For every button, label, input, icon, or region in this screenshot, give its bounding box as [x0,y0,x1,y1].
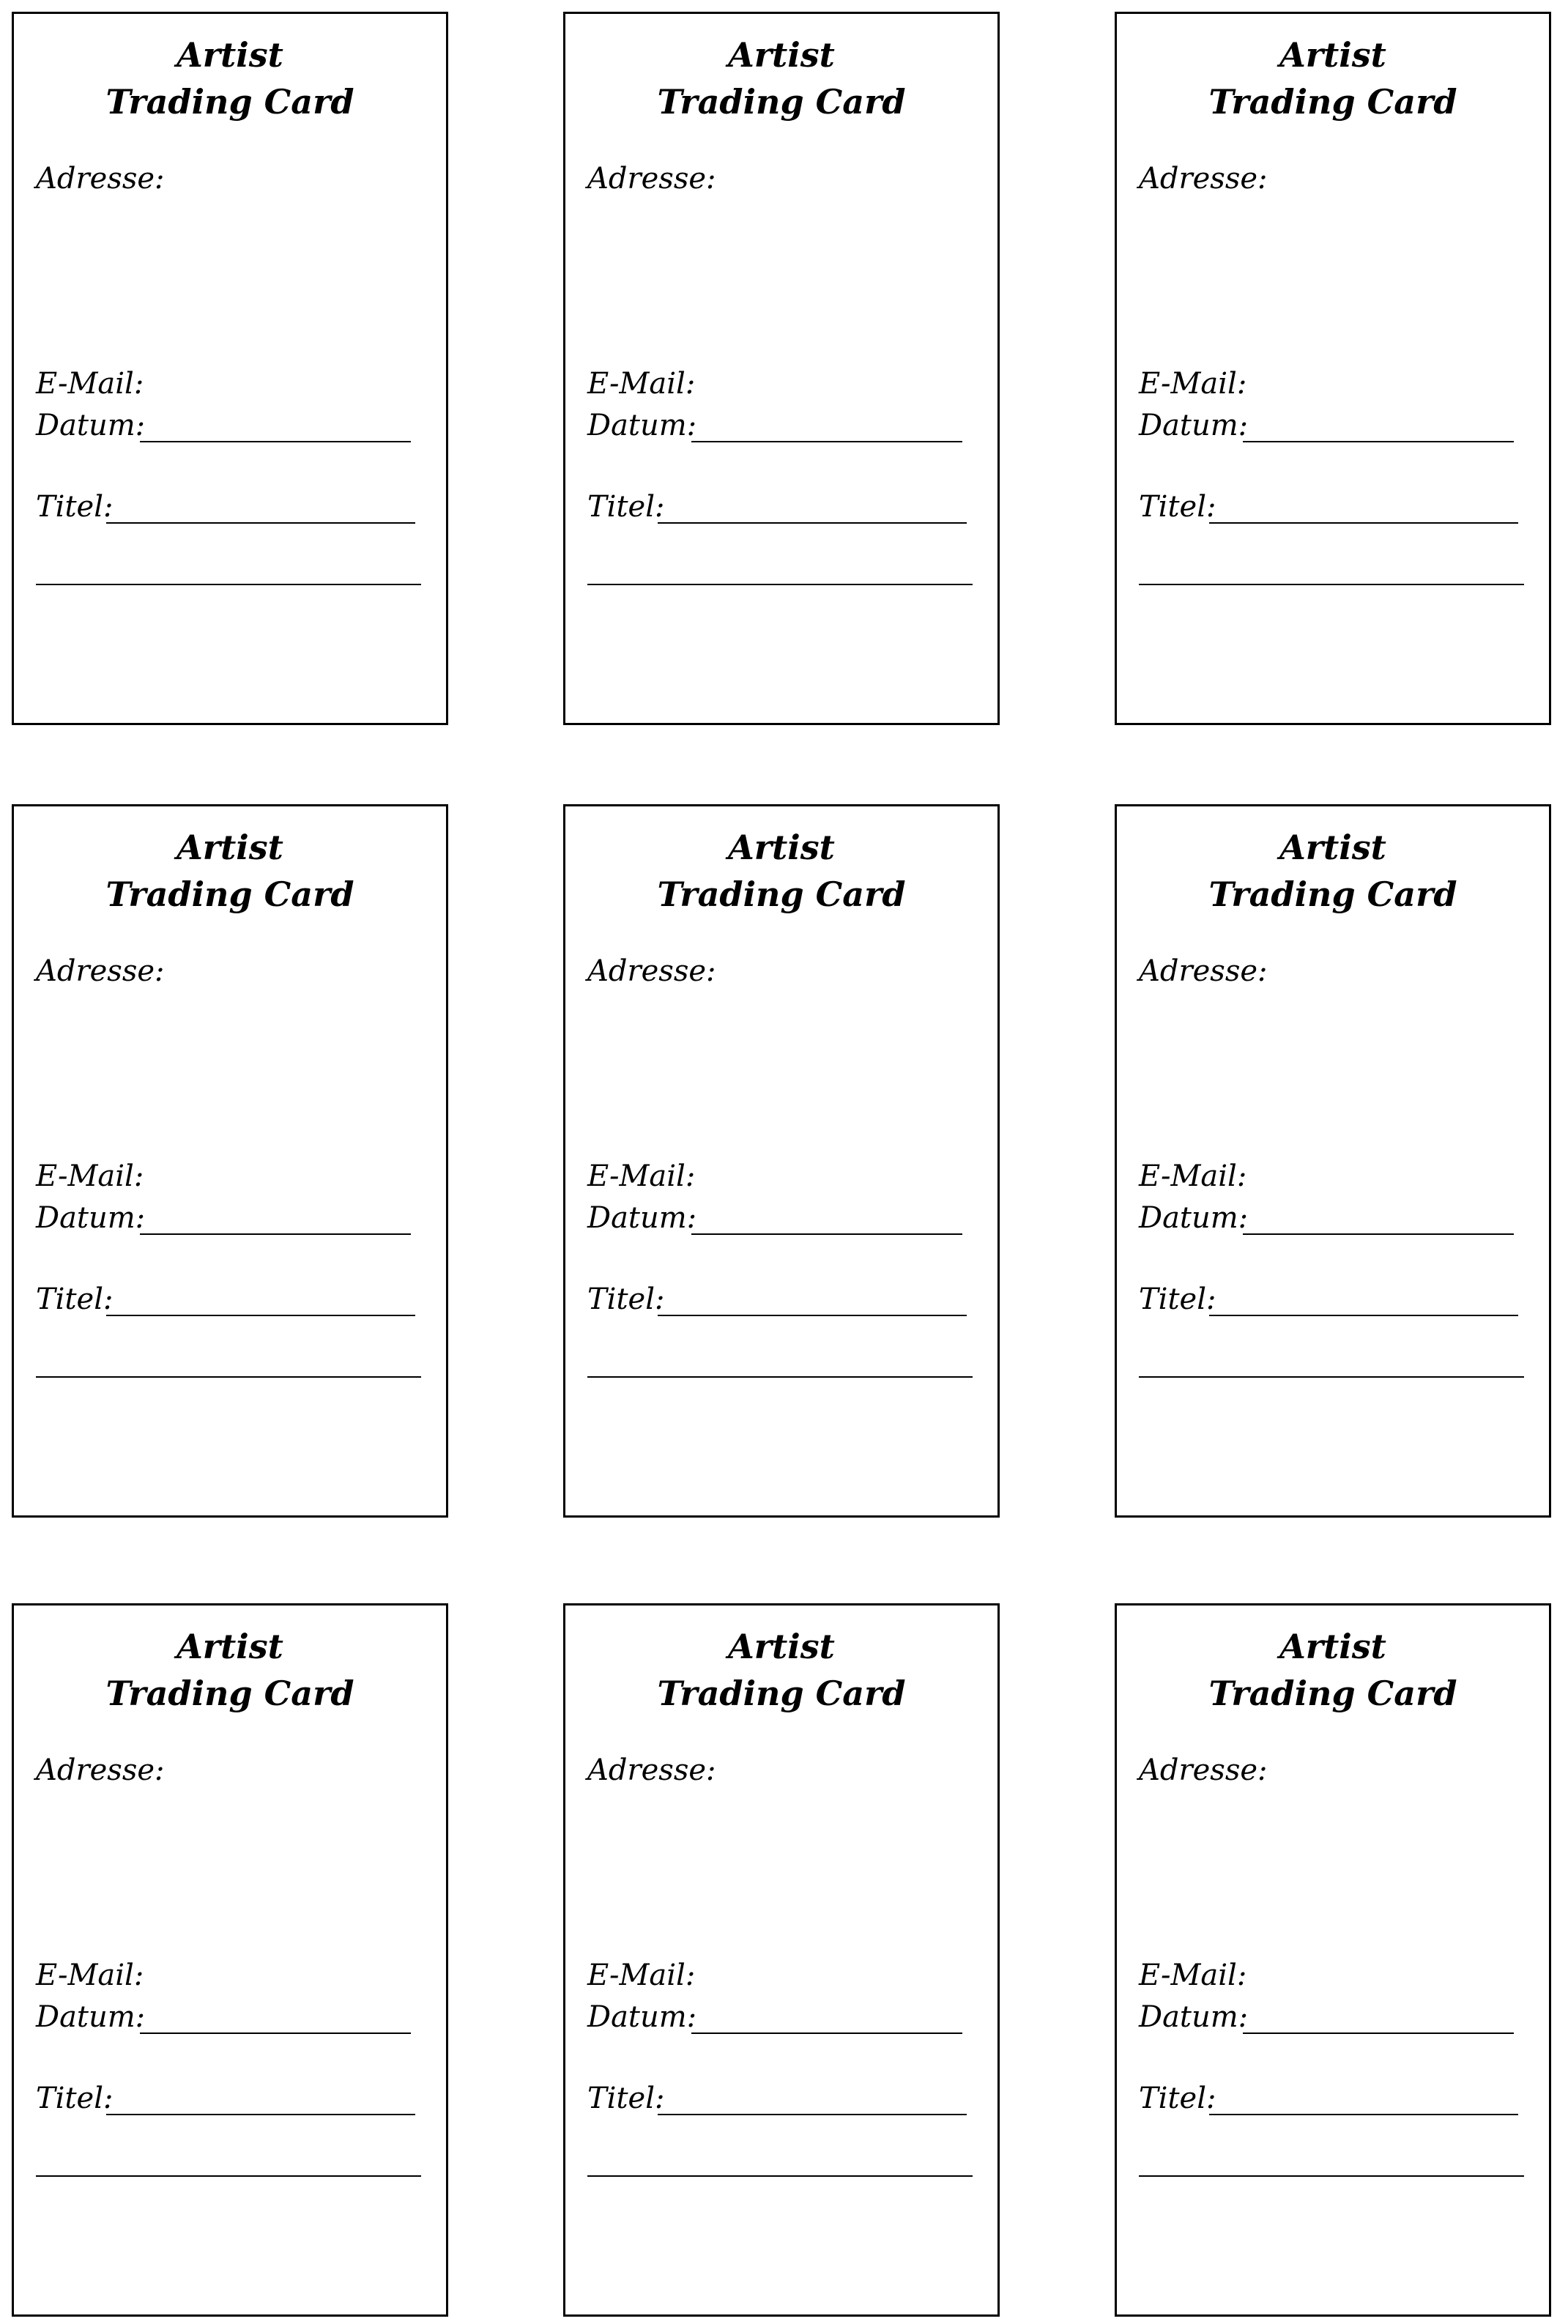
card-title-line2: Trading Card [657,875,906,914]
card-title-line1: Artist [728,35,835,75]
work-title-line [658,2114,967,2115]
card-title-line2: Trading Card [105,875,354,914]
email-label: E-Mail: [1139,1959,1247,1992]
card-title-line1: Artist [177,1627,283,1666]
trading-card [1115,1603,1551,2317]
card-title-line2: Trading Card [105,82,354,122]
address-label: Adresse: [36,1753,165,1787]
card-title [565,1623,997,1717]
address-label: Adresse: [587,954,716,988]
extra-line [587,1376,973,1378]
date-label: Datum: [1139,409,1249,442]
card-title-line1: Artist [728,1627,835,1666]
date-line [140,441,411,442]
extra-line [36,2175,421,2177]
email-label: E-Mail: [1139,367,1247,401]
card-title [565,824,997,918]
work-title-label: Titel: [1139,490,1216,524]
date-line [1243,2032,1514,2034]
date-line [140,1233,411,1235]
extra-line [587,584,973,585]
address-label: Adresse: [1139,1753,1268,1787]
extra-line [36,584,421,585]
card-title-line1: Artist [1279,35,1386,75]
card-title-line1: Artist [177,35,283,75]
work-title-line [658,522,967,524]
extra-line [1139,584,1524,585]
date-label: Datum: [36,2000,146,2034]
card-title-line1: Artist [728,828,835,867]
date-line [691,441,962,442]
card-title-line1: Artist [177,828,283,867]
card-title [1117,31,1549,125]
date-label: Datum: [1139,2000,1249,2034]
work-title-line [1209,522,1518,524]
card-title-line1: Artist [1279,1627,1386,1666]
work-title-line [106,1315,415,1316]
card-title [14,31,446,125]
work-title-line [1209,1315,1518,1316]
work-title-line [658,1315,967,1316]
card-title-line2: Trading Card [105,1674,354,1713]
work-title-line [1209,2114,1518,2115]
date-label: Datum: [36,409,146,442]
work-title-label: Titel: [36,2082,114,2115]
address-label: Adresse: [587,162,716,196]
work-title-line [106,2114,415,2115]
address-label: Adresse: [587,1753,716,1787]
card-title-line2: Trading Card [1208,82,1457,122]
work-title-line [106,522,415,524]
extra-line [1139,1376,1524,1378]
email-label: E-Mail: [36,1959,144,1992]
date-line [691,2032,962,2034]
card-title-line1: Artist [1279,828,1386,867]
address-label: Adresse: [1139,954,1268,988]
work-title-label: Titel: [587,490,665,524]
work-title-label: Titel: [1139,1282,1216,1316]
card-title-line2: Trading Card [657,82,906,122]
card-title [565,31,997,125]
work-title-label: Titel: [1139,2082,1216,2115]
address-label: Adresse: [36,162,165,196]
address-label: Adresse: [1139,162,1268,196]
date-label: Datum: [587,2000,697,2034]
date-line [140,2032,411,2034]
date-label: Datum: [587,1201,697,1235]
card-title-line2: Trading Card [1208,875,1457,914]
work-title-label: Titel: [36,1282,114,1316]
trading-card [12,804,448,1518]
trading-card [12,1603,448,2317]
card-title-line2: Trading Card [1208,1674,1457,1713]
email-label: E-Mail: [587,1959,696,1992]
card-title [14,1623,446,1717]
email-label: E-Mail: [1139,1159,1247,1193]
work-title-label: Titel: [587,2082,665,2115]
email-label: E-Mail: [36,367,144,401]
date-label: Datum: [587,409,697,442]
date-line [691,1233,962,1235]
trading-card [563,804,1000,1518]
date-label: Datum: [36,1201,146,1235]
date-line [1243,1233,1514,1235]
card-title [1117,824,1549,918]
trading-card [563,12,1000,725]
date-label: Datum: [1139,1201,1249,1235]
work-title-label: Titel: [587,1282,665,1316]
date-line [1243,441,1514,442]
trading-card [1115,804,1551,1518]
email-label: E-Mail: [36,1159,144,1193]
card-title-line2: Trading Card [657,1674,906,1713]
extra-line [1139,2175,1524,2177]
trading-card [12,12,448,725]
card-title [1117,1623,1549,1717]
extra-line [587,2175,973,2177]
email-label: E-Mail: [587,367,696,401]
trading-card [563,1603,1000,2317]
email-label: E-Mail: [587,1159,696,1193]
card-title [14,824,446,918]
trading-card [1115,12,1551,725]
address-label: Adresse: [36,954,165,988]
extra-line [36,1376,421,1378]
work-title-label: Titel: [36,490,114,524]
